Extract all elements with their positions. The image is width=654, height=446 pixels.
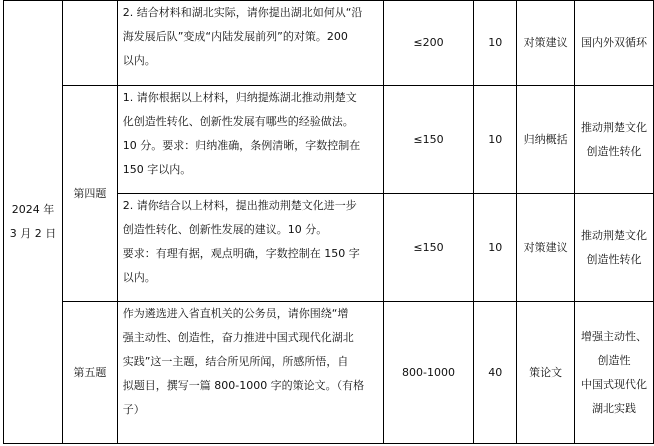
date-day: 3 月 2 日 — [9, 227, 57, 240]
word-limit-cell: ≤150 — [383, 194, 474, 302]
date-year: 2024 年 — [11, 203, 55, 216]
question-line: 强主动性、创造性，奋力推进中国式现代化湖北 — [122, 331, 354, 344]
question-line: 2. 请你结合以上材料，提出推动荆楚文化进一步 — [122, 199, 357, 212]
topic-cell — [575, 194, 654, 302]
score-cell: 40 — [474, 302, 517, 444]
table-row — [4, 1, 654, 86]
question-type-cell: 对策建议 — [517, 1, 575, 86]
topic-cell — [575, 1, 654, 86]
question-line: 1. 请你根据以上材料，归纳提炼湖北推动荆楚文 — [122, 91, 357, 104]
question-label-cell: 第五题 — [62, 302, 117, 444]
question-text-cell — [117, 86, 383, 194]
question-type-cell: 策论文 — [517, 302, 575, 444]
topic-cell — [575, 86, 654, 194]
table-row — [4, 86, 654, 194]
topic-cell — [575, 302, 654, 444]
word-limit-cell: ≤200 — [383, 1, 474, 86]
question-line: 拟题目，撰写一篇 800-1000 字的策论文。（有格 — [122, 379, 365, 392]
table-row — [4, 302, 654, 444]
question-label-cell — [62, 1, 117, 86]
question-text-cell — [117, 1, 383, 86]
topic-line: 创造性 — [597, 353, 631, 367]
question-line: 化创造性转化、创新性发展有哪些的经验做法。 — [122, 115, 354, 128]
topic-line: 推动荆楚文化 — [581, 228, 647, 242]
question-line: 海发展后队”变成“内陆发展前列”的对策。200 — [122, 30, 348, 43]
topic-line: 增强主动性、 — [581, 329, 647, 343]
question-line: 10 分。要求：归纳准确，条例清晰，字数控制在 — [122, 139, 361, 152]
question-line: 150 字以内。 — [122, 163, 192, 176]
topic-line: 创造性转化 — [586, 144, 642, 158]
question-type-cell: 对策建议 — [517, 194, 575, 302]
question-line: 子） — [122, 403, 145, 416]
question-text-cell — [117, 302, 383, 444]
score-cell: 10 — [474, 86, 517, 194]
question-text-cell — [117, 194, 383, 302]
topic-line: 推动荆楚文化 — [581, 120, 647, 134]
question-line: 以内。 — [122, 54, 156, 67]
word-limit-cell: ≤150 — [383, 86, 474, 194]
word-limit-cell: 800-1000 — [383, 302, 474, 444]
question-line: 以内。 — [122, 271, 156, 284]
question-line: 实践”这一主题，结合所见所闻，所感所悟，自 — [122, 355, 349, 368]
question-label-cell: 第四题 — [62, 86, 117, 302]
topic-line: 国内外双循环 — [581, 36, 647, 49]
question-type-cell: 归纳概括 — [517, 86, 575, 194]
topic-line: 中国式现代化 — [581, 377, 647, 391]
question-line: 2. 结合材料和湖北实际，请你提出湖北如何从“沿 — [122, 6, 363, 19]
question-line: 作为遴选进入省直机关的公务员，请你围绕“增 — [122, 307, 349, 320]
question-line: 创造性转化、创新性发展的建议。10 分。 — [122, 223, 328, 236]
date-cell — [4, 1, 63, 444]
score-cell: 10 — [474, 194, 517, 302]
exam-questions-table — [3, 0, 654, 444]
question-line: 要求：有理有据，观点明确，字数控制在 150 字 — [122, 247, 360, 260]
topic-line: 创造性转化 — [586, 252, 642, 266]
topic-line: 湖北实践 — [592, 401, 636, 415]
score-cell: 10 — [474, 1, 517, 86]
